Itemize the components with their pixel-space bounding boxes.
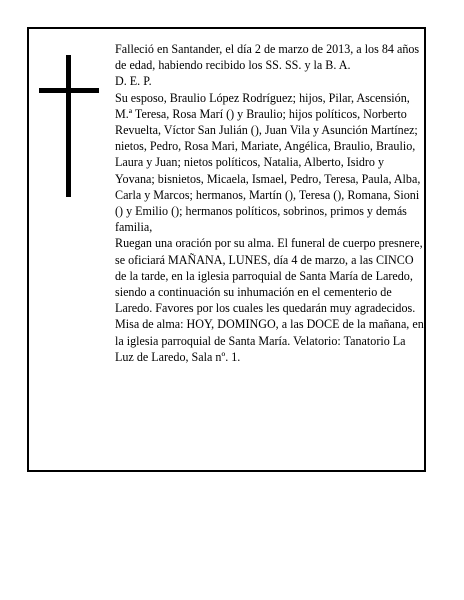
notice-text — [115, 41, 425, 365]
cross-vertical-bar — [66, 55, 71, 197]
notice-family: Su esposo, Braulio López Rodríguez; hijos, Pilar, Ascensión, M.ª Teresa, Rosa Marí () y Braulio; hijos políticos, Norberto Revuelta, Víctor San Julián (), Juan Vila y Asunción Martínez; nietos, Pedro, Rosa Mari, Mariate, Angélica, Braulio, Braulio, Laura y Juan; nietos políticos, Natalia, Alberto, Isidro y Yovana; bisnietos, Micaela, Ismael, Pedro, Teresa, Paula, Alba, Carla y Marcos; hermanos, Martín (), Teresa (), Romana, Sioni () y Emilio (); hermanos políticos, sobrinos, primos y demás familia, — [115, 90, 421, 235]
notice-rip: D. E. P. — [115, 74, 152, 89]
obituary-notice — [27, 27, 426, 472]
latin-cross-icon — [39, 55, 99, 197]
cross-horizontal-bar — [39, 88, 99, 93]
notice-funeral-details: Ruegan una oración por su alma. El funeral de cuerpo presnere, se oficiará MAÑANA, LUNES, día 4 de marzo, a las CINCO de la tarde, en la iglesia parroquial de Santa María de Laredo, siendo a continuación su inhumación en el cementerio de Laredo. Favores por los cuales les quedarán muy agradecidos. Misa de alma: HOY, DOMINGO, a las DOCE de la mañana, en la iglesia parroquial de Santa María. Velatorio: Tanatorio La Luz de Laredo, Sala nº. 1. — [115, 236, 424, 364]
notice-intro: Falleció en Santander, el día 2 de marzo de 2013, a los 84 años de edad, habiendo recibido los SS. SS. y la B. A. — [115, 42, 420, 73]
